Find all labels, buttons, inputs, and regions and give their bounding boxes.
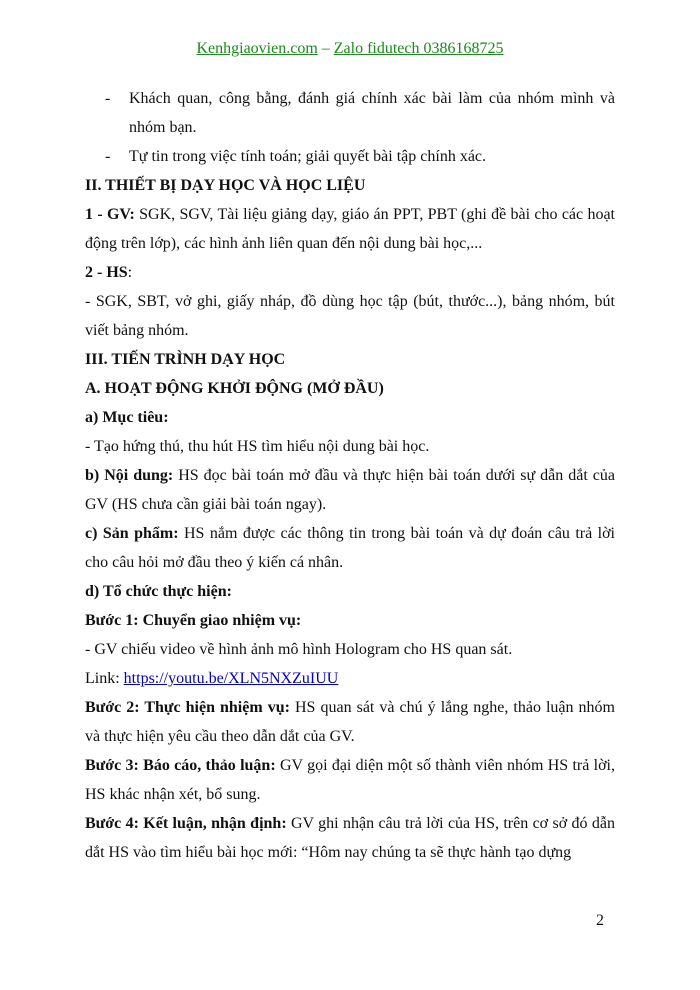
- step-2-text: HS quan sát và chú ý lắng nghe, thảo luận nhóm và thực hiện yêu cầu theo dẫn dắt của GV.: [85, 699, 616, 745]
- page-header: [0, 40, 700, 58]
- hs-colon: :: [127, 264, 133, 281]
- header-separator: –: [317, 40, 334, 57]
- section-3-heading: III. TIẾN TRÌNH DẠY HỌC: [85, 351, 286, 368]
- bullet-item: [85, 142, 615, 171]
- step-2-label: Bước 2: Thực hiện nhiệm vụ:: [85, 699, 290, 716]
- link-line: [85, 664, 615, 693]
- hs-label: 2 - HS: [85, 264, 128, 281]
- step-1-heading: Bước 1: Chuyển giao nhiệm vụ:: [85, 612, 302, 629]
- header-site-link[interactable]: Kenhgiaovien.com: [196, 40, 318, 57]
- gv-paragraph: [85, 200, 615, 258]
- header-contact-link[interactable]: Zalo fidutech 0386168725: [333, 40, 504, 57]
- hs-paragraph: - SGK, SBT, vở ghi, giấy nháp, đồ dùng học tập (bút, thước...), bảng nhóm, bút viết bảng nhóm.: [85, 293, 615, 339]
- step-4-paragraph: [85, 809, 615, 867]
- section-2-heading: II. THIẾT BỊ DẠY HỌC VÀ HỌC LIỆU: [85, 177, 366, 194]
- section-a-heading: A. HOẠT ĐỘNG KHỞI ĐỘNG (MỞ ĐẦU): [85, 380, 384, 397]
- link-label: Link:: [85, 670, 124, 687]
- gv-text: SGK, SGV, Tài liệu giảng dạy, giáo án PPT, PBT (ghi đề bài cho các hoạt động trên lớp), các hình ảnh liên quan đến nội dung bài học,...: [85, 206, 615, 252]
- step-4-label: Bước 4: Kết luận, nhận định:: [85, 815, 287, 832]
- video-link[interactable]: https://youtu.be/XLN5NXZuIUU: [123, 670, 339, 687]
- bullet-marker: -: [105, 148, 111, 165]
- bullet-text: Khách quan, công bằng, đánh giá chính xác bài làm của nhóm mình và nhóm bạn.: [129, 90, 615, 136]
- document-body: [85, 84, 615, 867]
- step-3-text: GV gọi đại diện một số thành viên nhóm HS trả lời, HS khác nhận xét, bổ sung.: [85, 757, 615, 803]
- bullet-marker: -: [105, 90, 111, 107]
- organization-heading: d) Tổ chức thực hiện:: [85, 583, 232, 600]
- bullet-item: [85, 84, 615, 142]
- content-text: HS đọc bài toán mở đầu và thực hiện bài toán dưới sự dẫn dắt của GV (HS chưa cần giải bài toán ngay).: [85, 467, 615, 513]
- step-3-paragraph: [85, 751, 615, 809]
- product-label: c) Sản phẩm:: [85, 525, 179, 542]
- bullet-text: Tự tin trong việc tính toán; giải quyết bài tập chính xác.: [129, 148, 487, 165]
- product-paragraph: [85, 519, 615, 577]
- product-text: HS nắm được các thông tin trong bài toán và dự đoán câu trả lời cho câu hỏi mở đầu theo ý kiến cá nhân.: [85, 525, 616, 571]
- step-4-text: GV ghi nhận câu trả lời của HS, trên cơ sở đó dẫn dắt HS vào tìm hiểu bài học mới: “Hôm nay chúng ta sẽ thực hành tạo dựng: [85, 815, 615, 861]
- goal-heading: a) Mục tiêu:: [85, 409, 169, 426]
- content-paragraph: [85, 461, 615, 519]
- step-1-paragraph: - GV chiếu video về hình ảnh mô hình Hologram cho HS quan sát.: [85, 641, 513, 658]
- content-label: b) Nội dung:: [85, 467, 174, 484]
- goal-paragraph: - Tạo hứng thú, thu hút HS tìm hiểu nội dung bài học.: [85, 438, 430, 455]
- hs-heading: [85, 258, 615, 287]
- page-number: 2: [596, 912, 604, 929]
- step-2-paragraph: [85, 693, 615, 751]
- gv-label: 1 - GV:: [85, 206, 135, 223]
- step-3-label: Bước 3: Báo cáo, thảo luận:: [85, 757, 276, 774]
